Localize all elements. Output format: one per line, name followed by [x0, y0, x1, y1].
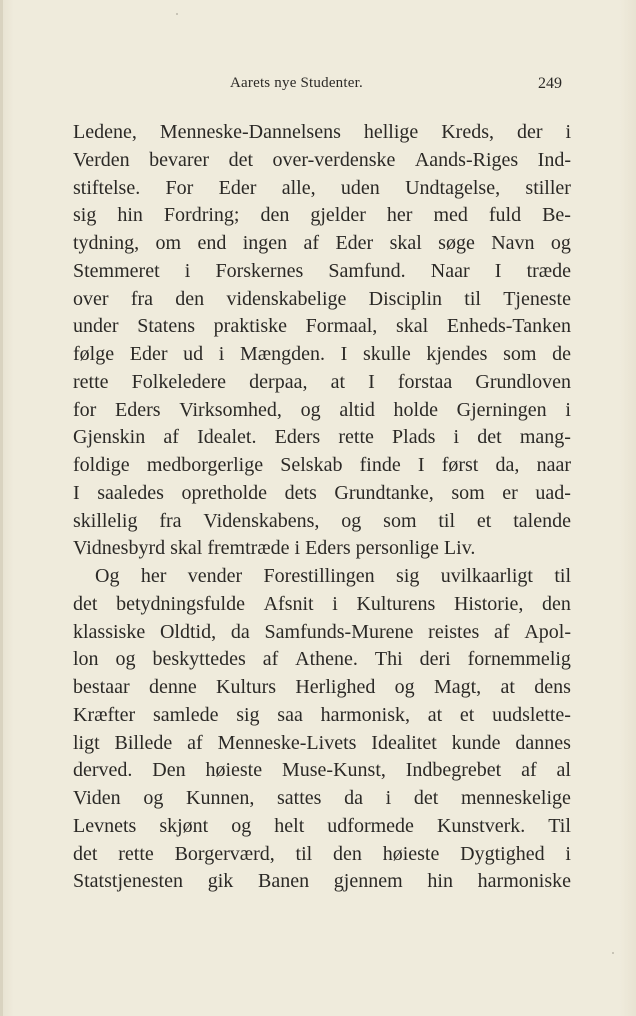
text-line: Stemmeret i Forskernes Samfund. Naar I træde	[73, 259, 571, 282]
text-line: skillelig fra Videnskabens, og som til et talende	[73, 509, 571, 532]
text-line: foldige medborgerlige Selskab finde I først da, naar	[73, 454, 571, 476]
text-line: følge Eder ud i Mængden. I skulle kjendes som de	[73, 343, 571, 365]
text-line: I saaledes opretholde dets Grundtanke, som er uad-	[73, 481, 571, 504]
text-line: rette Folkeledere derpaa, at I forstaa Grundloven	[73, 370, 571, 393]
text-line: det rette Borgerværd, til den høieste Dygtighed i	[73, 842, 571, 865]
text-line: sig hin Fordring; den gjelder her med fuld Be-	[73, 204, 571, 227]
text-line: under Statens praktiske Formaal, skal Enheds-Tanken	[73, 315, 571, 338]
paper-speck	[612, 952, 614, 954]
text-line: Statstjenesten gik Banen gjennem hin harmoniske	[73, 870, 571, 893]
text-line: ligt Billede af Menneske-Livets Idealitet kunde dannes	[73, 731, 571, 754]
page-number: 249	[538, 75, 562, 92]
paper-speck	[176, 13, 178, 15]
text-line: det betydningsfulde Afsnit i Kulturens Historie, den	[73, 592, 571, 615]
text-line: Levnets skjønt og helt udformede Kunstverk. Til	[73, 814, 571, 837]
text-line: klassiske Oldtid, da Samfunds-Murene reistes af Apol-	[73, 620, 571, 643]
running-title: Aarets nye Studenter.	[230, 75, 363, 91]
text-line: over fra den videnskabelige Disciplin til Tjeneste	[73, 287, 571, 310]
text-line: Vidnesbyrd skal fremtræde i Eders personlige Liv.	[73, 537, 476, 560]
text-line: bestaar denne Kulturs Herlighed og Magt, at dens	[73, 676, 571, 698]
text-line: Verden bevarer det over-verdenske Aands-Riges Ind-	[73, 148, 571, 171]
text-line: Viden og Kunnen, sattes da i det menneskelige	[73, 787, 571, 809]
page-edge	[0, 0, 3, 1016]
text-line: Gjenskin af Idealet. Eders rette Plads i det mang-	[73, 426, 571, 449]
text-line: Og her vender Forestillingen sig uvilkaarligt til	[95, 565, 571, 587]
text-line: Kræfter samlede sig saa harmonisk, at et uudslette-	[73, 703, 571, 726]
text-line: tydning, om end ingen af Eder skal søge Navn og	[73, 232, 571, 254]
text-line: lon og beskyttedes af Athene. Thi deri fornemmelig	[73, 648, 571, 671]
text-line: Ledene, Menneske-Dannelsens hellige Kreds, der i	[73, 121, 571, 143]
text-line: for Eders Virksomhed, og altid holde Gjerningen i	[73, 398, 571, 421]
text-line: stiftelse. For Eder alle, uden Undtagelse, stiller	[73, 176, 571, 199]
body-text	[73, 119, 571, 896]
text-line: derved. Den høieste Muse-Kunst, Indbegrebet af al	[73, 759, 571, 782]
